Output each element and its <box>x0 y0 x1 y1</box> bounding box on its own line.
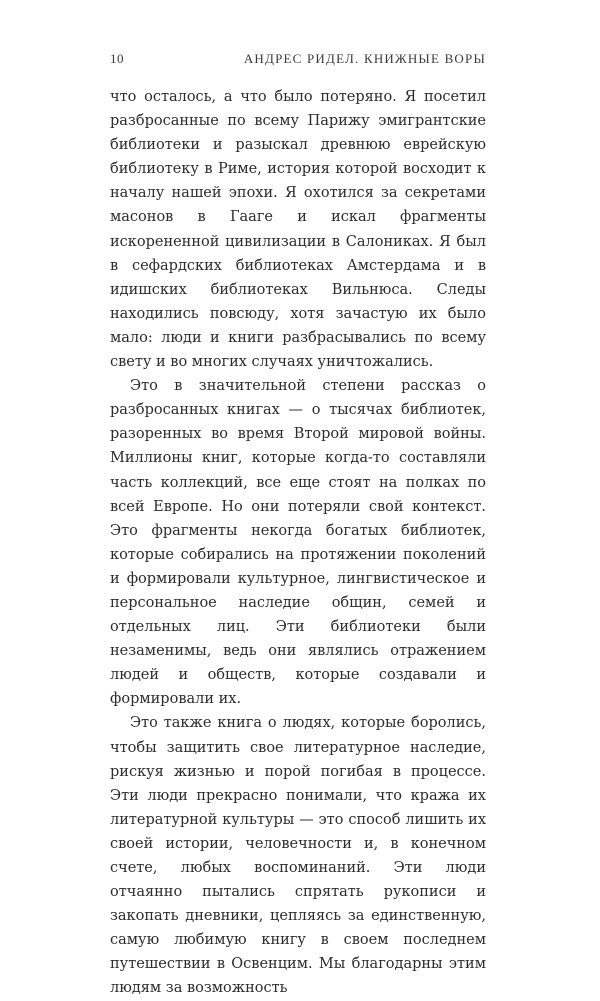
page-header <box>110 51 486 71</box>
paragraph-continued: что осталось, а что было потеряно. Я посетил разбросанные по всему Парижу эмигрантские библиотеки и разыскал древнюю еврейскую библиотеку в Риме, история которой восходит к началу нашей эпохи. Я охотился за секретами масонов в Гааге и искал фрагменты искорененной цивилизации в Салониках. Я был в сефардских библиотеках Амстердама и в идишских библиотеках Вильнюса. Следы находились повсюду, хотя зачастую их было мало: люди и книги разбрасывались по всему свету и во многих случаях уничтожались. <box>110 89 486 371</box>
page-number: 10 <box>110 51 124 66</box>
book-page <box>110 0 486 997</box>
paragraph: Это в значительной степени рассказ о разбросанных книгах — о тысячах библиотек, разоренных во время Второй мировой войны. Миллионы книг, которые когда-то составляли часть коллекций, все еще стоят на полках по всей Европе. Но они потеряли свой контекст. Это фрагменты некогда богатых библиотек, которые собирались на протяжении поколений и формировали культурное, лингвистическое и персональное наследие общин, семей и отдельных лиц. Эти библиотеки были незаменимы, ведь они являлись отражением людей и обществ, которые создавали и формировали их. <box>110 378 486 708</box>
running-title: АНДРЕС РИДЕЛ. КНИЖНЫЕ ВОРЫ <box>243 51 486 66</box>
body-text <box>110 85 486 1001</box>
paragraph: Это также книга о людях, которые боролись, чтобы защитить свое литературное наследие, рискуя жизнью и порой погибая в процессе. Эти люди прекрасно понимали, что кража их литературной культуры — это способ лишить их своей истории, человечности и, в конечном счете, любых воспоминаний. Эти люди отчаянно пытались спрятать рукописи и закопать дневники, цепляясь за единственную, самую любимую книгу в своем последнем путешествии в Освенцим. Мы благодарны этим людям за возможность <box>110 715 486 997</box>
